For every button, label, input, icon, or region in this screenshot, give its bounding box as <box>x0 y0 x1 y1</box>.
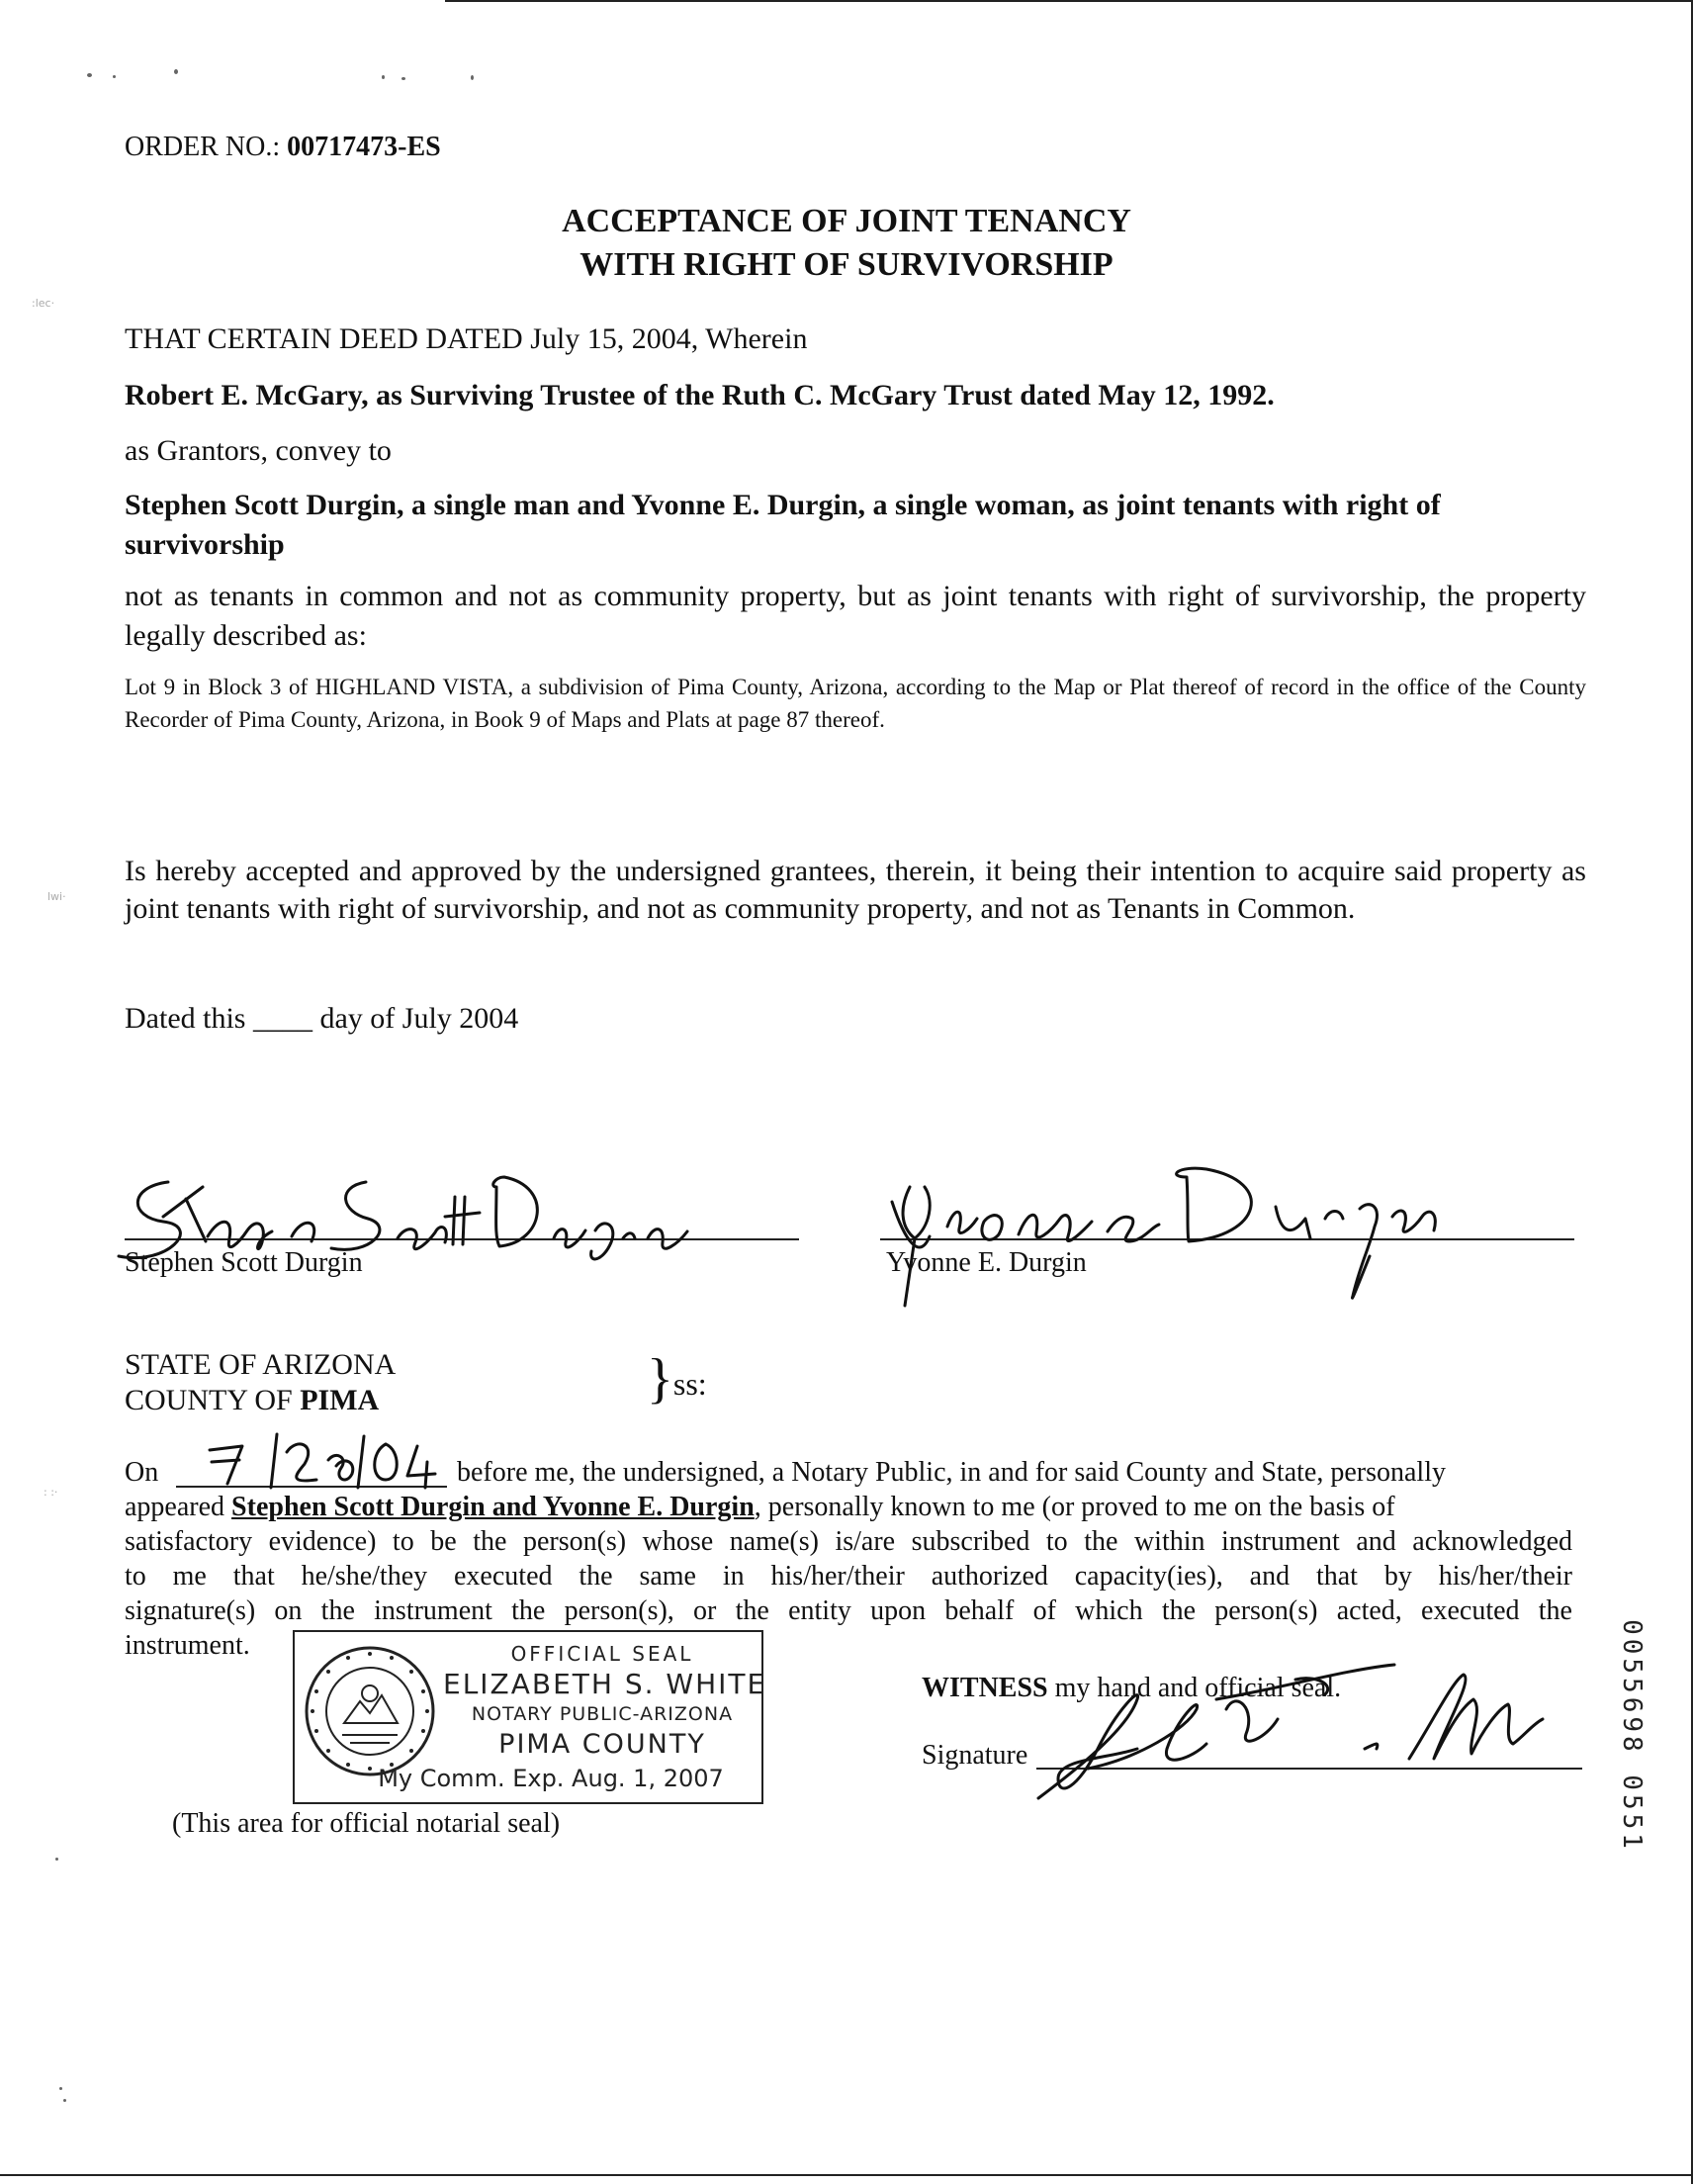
seal-caption: (This area for official notarial seal) <box>172 1808 561 1839</box>
deed-intro: THAT CERTAIN DEED DATED July 15, 2004, Wherein <box>125 322 808 355</box>
notary-text-4: to me that he/she/they executed the same in his/her/their authorized capacity(ies), and that by his/her/their <box>125 1561 1572 1592</box>
notary-text-5: signature(s) on the instrument the person(s), or the entity upon behalf of which the person(s) acted, executed the <box>125 1595 1572 1626</box>
margin-mark: lwi· <box>47 890 66 903</box>
scan-speck <box>55 1858 58 1861</box>
order-value: 00717473-ES <box>287 132 441 162</box>
notary-appeared: appeared <box>125 1492 225 1522</box>
witness-label: WITNESS <box>922 1673 1048 1703</box>
seal-official: OFFICIAL SEAL <box>510 1642 694 1666</box>
venue-brace-glyph: } <box>647 1348 673 1410</box>
margin-mark: :lec· <box>32 297 55 310</box>
scan-speck <box>59 2087 62 2090</box>
grantors-convey: as Grantors, convey to <box>125 434 392 467</box>
notary-text-3: satisfactory evidence) to be the person(s) whose name(s) is/are subscribed to the within instrument and acknowledged <box>125 1526 1572 1557</box>
dated-line <box>125 999 518 1039</box>
seal-notary-title: NOTARY PUBLIC-ARIZONA <box>471 1703 734 1725</box>
notary-on-label: On <box>125 1457 159 1488</box>
dated-blank: ____ <box>252 1002 312 1035</box>
grantees-text: Stephen Scott Durgin, a single man and Yvonne E. Durgin, a single woman, as joint tenants with right of survivorship <box>125 489 1441 561</box>
signature-stephen-label: Stephen Scott Durgin <box>109 1147 118 1148</box>
notary-appeared-names: Stephen Scott Durgin and Yvonne E. Durgin <box>231 1492 755 1522</box>
witness-text: my hand and official seal. <box>1054 1673 1342 1703</box>
acceptance-text: Is hereby accepted and approved by the undersigned grantees, therein, it being their intention to acquire said property as joint tenants with right of survivorship, and not as community property, and not as Tenants in Common. <box>125 855 1586 925</box>
legal-description: Lot 9 in Block 3 of HIGHLAND VISTA, a subdivision of Pima County, Arizona, according to the Map or Plat thereof of record in the office of the County Recorder of Pima County, Arizona, in Book 9 of Maps and Plats at page 87 thereof. <box>125 675 1586 732</box>
notary-signature <box>1019 1650 1572 1818</box>
side-number-text: 0055698 0551 <box>1617 1619 1647 1853</box>
tenancy-clause: not as tenants in common and not as community property, but as joint tenants with right of survivorship, the property legally described as: <box>125 580 1586 652</box>
bottom-border-line <box>0 2174 1693 2176</box>
notary-seal-stamp <box>293 1630 767 1804</box>
signature-yvonne-label: Yvonne E. Durgin <box>870 1147 878 1148</box>
scan-speck <box>401 77 405 80</box>
venue-ss: ss: <box>672 1366 707 1403</box>
dated-prefix: Dated this <box>125 1002 246 1035</box>
notary-date-handwritten <box>188 1422 445 1492</box>
scan-speck <box>113 75 116 78</box>
venue-state: STATE OF ARIZONA <box>125 1348 397 1381</box>
notary-text-1: before me, the undersigned, a Notary Public, in and for said County and State, personally <box>457 1457 1446 1488</box>
signature-yvonne-durgin <box>870 1147 1464 1316</box>
notary-line-2 <box>125 1489 1395 1526</box>
side-recording-number <box>1602 1592 1661 1879</box>
notary-signature-label: Signature <box>922 1740 1028 1771</box>
venue-county-name: PIMA <box>300 1384 380 1416</box>
order-label: ORDER NO.: <box>125 132 281 162</box>
seal-county: PIMA COUNTY <box>498 1729 706 1760</box>
signer-name-left: Stephen Scott Durgin <box>125 1247 363 1278</box>
document-title <box>0 200 1693 287</box>
notary-text-6: instrument. <box>125 1630 250 1661</box>
notary-date-value: 7/28/04 <box>188 1422 192 1423</box>
title-line-1: ACCEPTANCE OF JOINT TENANCY <box>562 203 1131 239</box>
scan-speck <box>471 75 474 80</box>
signer-name-right: Yvonne E. Durgin <box>886 1247 1087 1278</box>
dated-suffix: day of July 2004 <box>319 1002 519 1035</box>
venue-county <box>125 1381 379 1420</box>
seal-notary-name: ELIZABETH S. WHITE <box>443 1668 767 1700</box>
scan-speck <box>87 73 92 77</box>
venue-county-prefix: COUNTY OF <box>125 1384 293 1416</box>
order-number <box>125 129 441 166</box>
seal-expiration: My Comm. Exp. Aug. 1, 2007 <box>378 1765 724 1792</box>
margin-mark: : :· <box>44 1486 58 1499</box>
top-border-line <box>445 0 1693 2</box>
venue-brace <box>647 1349 707 1413</box>
title-line-2: WITH RIGHT OF SURVIVORSHIP <box>579 246 1114 283</box>
notary-text-2: , personally known to me (or proved to me on the basis of <box>754 1492 1395 1522</box>
grantor-text: Robert E. McGary, as Surviving Trustee of the Ruth C. McGary Trust dated May 12, 1992. <box>125 379 1275 411</box>
scan-speck <box>63 2099 66 2102</box>
arizona-seal-emblem <box>303 1644 437 1778</box>
scan-speck <box>382 75 385 79</box>
scan-speck <box>174 69 178 74</box>
